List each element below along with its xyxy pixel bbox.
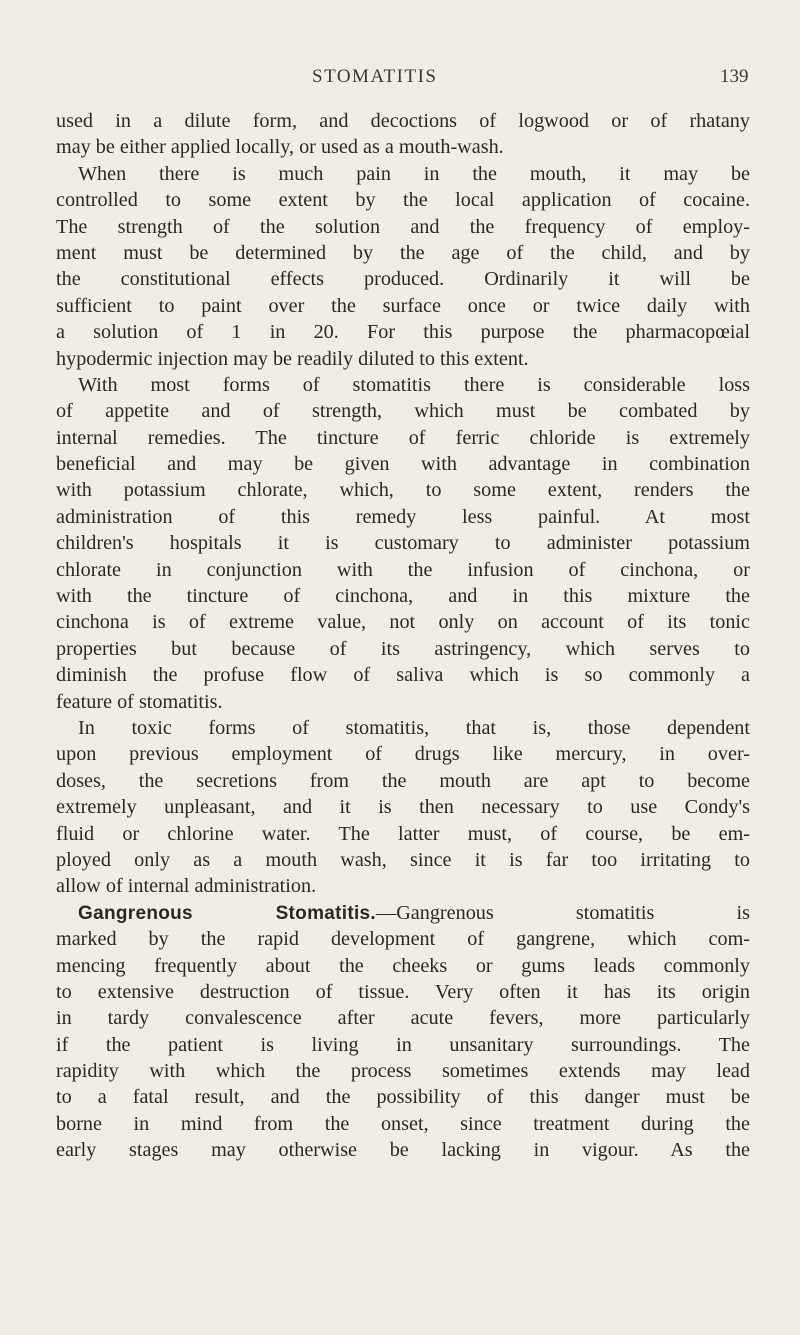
text-line: upon previous employment of drugs like mercury, in over- — [56, 743, 750, 766]
text-line: In toxic forms of stomatitis, that is, those dependent — [78, 716, 750, 739]
running-head — [0, 66, 800, 96]
text-line: to extensive destruction of tissue. Very often it has its origin — [56, 980, 750, 1003]
text-line: doses, the secretions from the mouth are apt to become — [56, 769, 750, 792]
text-line: beneficial and may be given with advantage in combination — [56, 453, 750, 476]
running-title: STOMATITIS — [312, 66, 438, 87]
text-line: rapidity with which the process sometimes extends may lead — [56, 1060, 750, 1083]
text-line: if the patient is living in unsanitary surroundings. The — [56, 1033, 750, 1056]
text-line: in tardy convalescence after acute fevers, more particularly — [56, 1007, 750, 1030]
text-line: of appetite and of strength, which must be combated by — [56, 400, 750, 423]
text-line: hypodermic injection may be readily diluted to this extent. — [56, 347, 529, 370]
text-line: administration of this remedy less painful. At most — [56, 505, 750, 528]
text-line: to a fatal result, and the possibility of this danger must be — [56, 1086, 750, 1109]
text-line: ment must be determined by the age of the child, and by — [56, 241, 750, 264]
text-line: mencing frequently about the cheeks or gums leads commonly — [56, 954, 750, 977]
text-line: may be either applied locally, or used as a mouth-wash. — [56, 136, 504, 159]
text-line: With most forms of stomatitis there is considerable loss — [78, 373, 750, 396]
page-number: 139 — [720, 66, 749, 87]
text-line: When there is much pain in the mouth, it may be — [78, 162, 750, 185]
text-line: controlled to some extent by the local application of cocaine. — [56, 189, 750, 212]
text-line: the constitutional effects produced. Ordinarily it will be — [56, 268, 750, 291]
text-line: The strength of the solution and the frequency of employ- — [56, 215, 750, 238]
text-line: cinchona is of extreme value, not only on account of its tonic — [56, 611, 750, 634]
text-line: early stages may otherwise be lacking in vigour. As the — [56, 1139, 750, 1162]
text-line: properties but because of its astringency, which serves to — [56, 637, 750, 660]
text-line: marked by the rapid development of gangrene, which com- — [56, 928, 750, 951]
text-line: borne in mind from the onset, since treatment during the — [56, 1112, 750, 1135]
body-text — [56, 108, 750, 1164]
text-line: with potassium chlorate, which, to some extent, renders the — [56, 479, 750, 502]
text-line: allow of internal administration. — [56, 875, 317, 898]
text-line: extremely unpleasant, and it is then necessary to use Condy's — [56, 796, 750, 819]
text-line — [56, 900, 750, 926]
text-line: fluid or chlorine water. The latter must, of course, be em- — [56, 822, 750, 845]
text-line-content: —Gangrenous stomatitis is — [376, 901, 750, 924]
text-line: feature of stomatitis. — [56, 690, 223, 713]
text-line: ployed only as a mouth wash, since it is far too irritating to — [56, 848, 750, 871]
section-heading: Gangrenous Stomatitis. — [78, 902, 376, 924]
text-line: chlorate in conjunction with the infusion of cinchona, or — [56, 558, 750, 581]
text-line: children's hospitals it is customary to administer potassium — [56, 532, 750, 555]
text-line: used in a dilute form, and decoctions of logwood or of rhatany — [56, 110, 750, 132]
text-line: with the tincture of cinchona, and in this mixture the — [56, 585, 750, 608]
text-line: diminish the profuse flow of saliva which is so commonly a — [56, 664, 750, 687]
text-line: a solution of 1 in 20. For this purpose the pharmacopœial — [56, 321, 750, 344]
text-line: sufficient to paint over the surface once or twice daily with — [56, 294, 750, 317]
text-line: internal remedies. The tincture of ferric chloride is extremely — [56, 426, 750, 449]
